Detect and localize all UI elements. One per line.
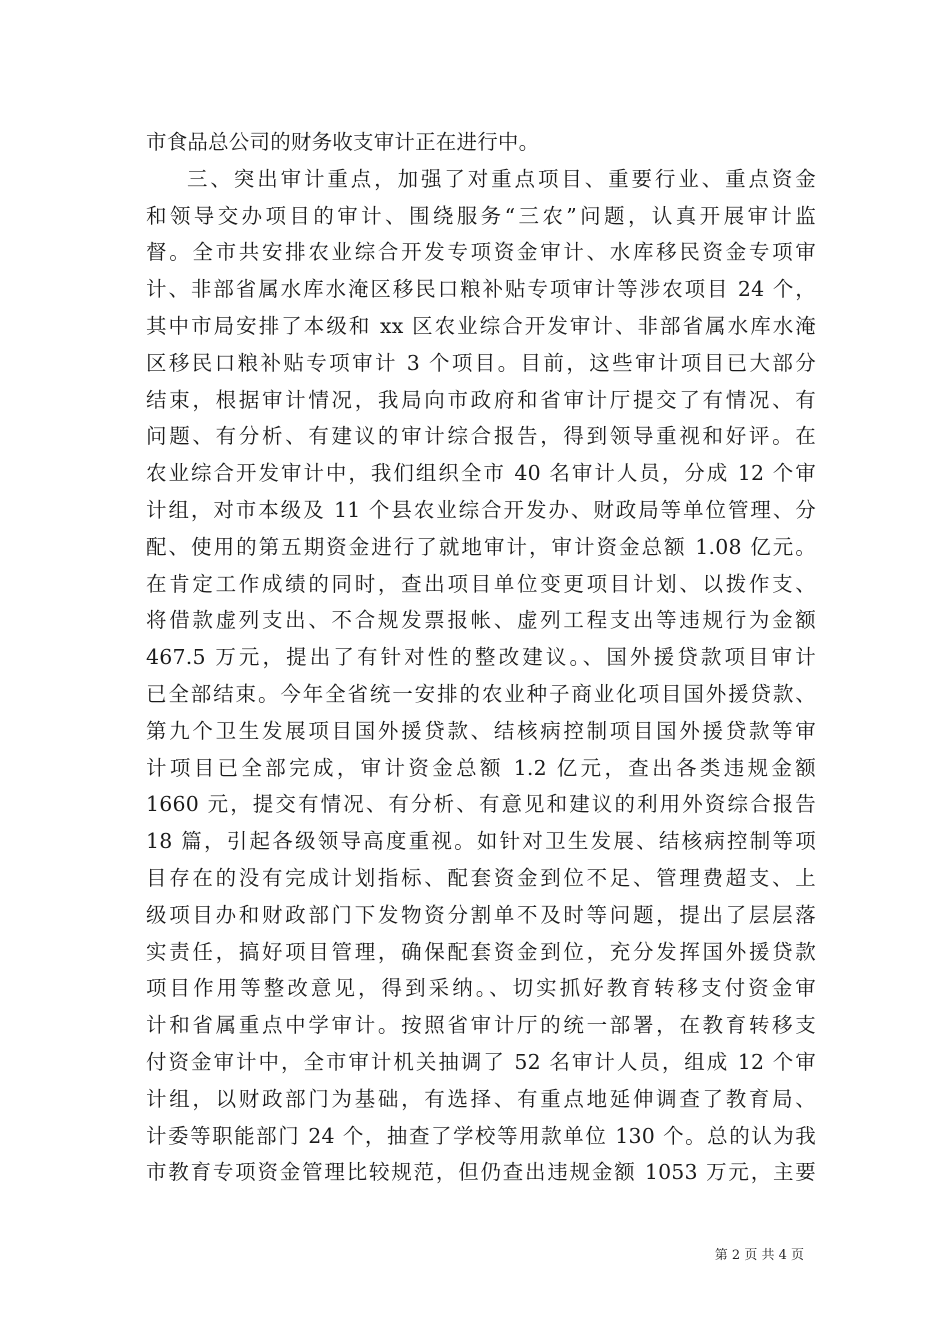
text-line: 目存在的没有完成计划指标、配套资金到位不足、管理费超支、上 bbox=[146, 865, 816, 890]
text-line: 农业综合开发审计中，我们组织全市 40 名审计人员，分成 12 个审 bbox=[146, 461, 816, 486]
text-line: 市食品总公司的财务收支审计正在进行中。 bbox=[146, 130, 540, 154]
text-line: 在肯定工作成绩的同时，查出项目单位变更项目计划、以拨作支、 bbox=[146, 571, 816, 596]
text-line: 级项目办和财政部门下发物资分割单不及时等问题，提出了层层落 bbox=[146, 902, 816, 927]
text-line: 计、非部省属水库水淹区移民口粮补贴专项审计等涉农项目 24 个， bbox=[146, 277, 816, 302]
text-line: 将借款虚列支出、不合规发票报帐、虚列工程支出等违规行为金额 bbox=[146, 608, 816, 633]
text-line: 计组，对市本级及 11 个县农业综合开发办、财政局等单位管理、分 bbox=[146, 497, 816, 522]
text-line: 付资金审计中，全市审计机关抽调了 52 名审计人员，组成 12 个审 bbox=[146, 1049, 816, 1074]
text-line: 1660 元，提交有情况、有分析、有意见和建议的利用外资综合报告 bbox=[146, 792, 816, 817]
page-number-footer: 第 2 页 共 4 页 bbox=[714, 1248, 804, 1263]
text-line: 问题、有分析、有建议的审计综合报告，得到领导重视和好评。在 bbox=[146, 424, 816, 449]
text-line: 计项目已全部完成，审计资金总额 1.2 亿元，查出各类违规金额 bbox=[146, 755, 816, 780]
text-line: 其中市局安排了本级和 xx 区农业综合开发审计、非部省属水库水淹 bbox=[146, 313, 816, 338]
body-text bbox=[146, 124, 816, 1191]
text-line: 市教育专项资金管理比较规范，但仍查出违规金额 1053 万元，主要 bbox=[146, 1160, 816, 1185]
text-line: 配、使用的第五期资金进行了就地审计，审计资金总额 1.08 亿元。 bbox=[146, 534, 816, 559]
text-line: 区移民口粮补贴专项审计 3 个项目。目前，这些审计项目已大部分 bbox=[146, 350, 816, 375]
text-line: 和领导交办项目的审计、围绕服务“三农”问题，认真开展审计监 bbox=[146, 203, 816, 228]
paragraph-start-line: 三、突出审计重点，加强了对重点项目、重要行业、重点资金 bbox=[187, 166, 816, 191]
text-line: 计组，以财政部门为基础，有选择、有重点地延伸调查了教育局、 bbox=[146, 1086, 816, 1111]
text-line: 467.5 万元，提出了有针对性的整改建议。、国外援贷款项目审计 bbox=[146, 645, 816, 670]
text-line: 18 篇，引起各级领导高度重视。如针对卫生发展、结核病控制等项 bbox=[146, 829, 816, 854]
text-line: 项目作用等整改意见，得到采纳。、切实抓好教育转移支付资金审 bbox=[146, 976, 816, 1001]
text-line: 第九个卫生发展项目国外援贷款、结核病控制项目国外援贷款等审 bbox=[146, 718, 816, 743]
text-line: 已全部结束。今年全省统一安排的农业种子商业化项目国外援贷款、 bbox=[146, 681, 816, 706]
text-line: 计和省属重点中学审计。按照省审计厅的统一部署，在教育转移支 bbox=[146, 1013, 816, 1038]
text-line: 计委等职能部门 24 个，抽查了学校等用款单位 130 个。总的认为我 bbox=[146, 1123, 816, 1148]
text-line: 实责任，搞好项目管理，确保配套资金到位，充分发挥国外援贷款 bbox=[146, 939, 816, 964]
text-line: 督。全市共安排农业综合开发专项资金审计、水库移民资金专项审 bbox=[146, 240, 816, 265]
text-line: 结束，根据审计情况，我局向市政府和省审计厅提交了有情况、有 bbox=[146, 387, 816, 412]
